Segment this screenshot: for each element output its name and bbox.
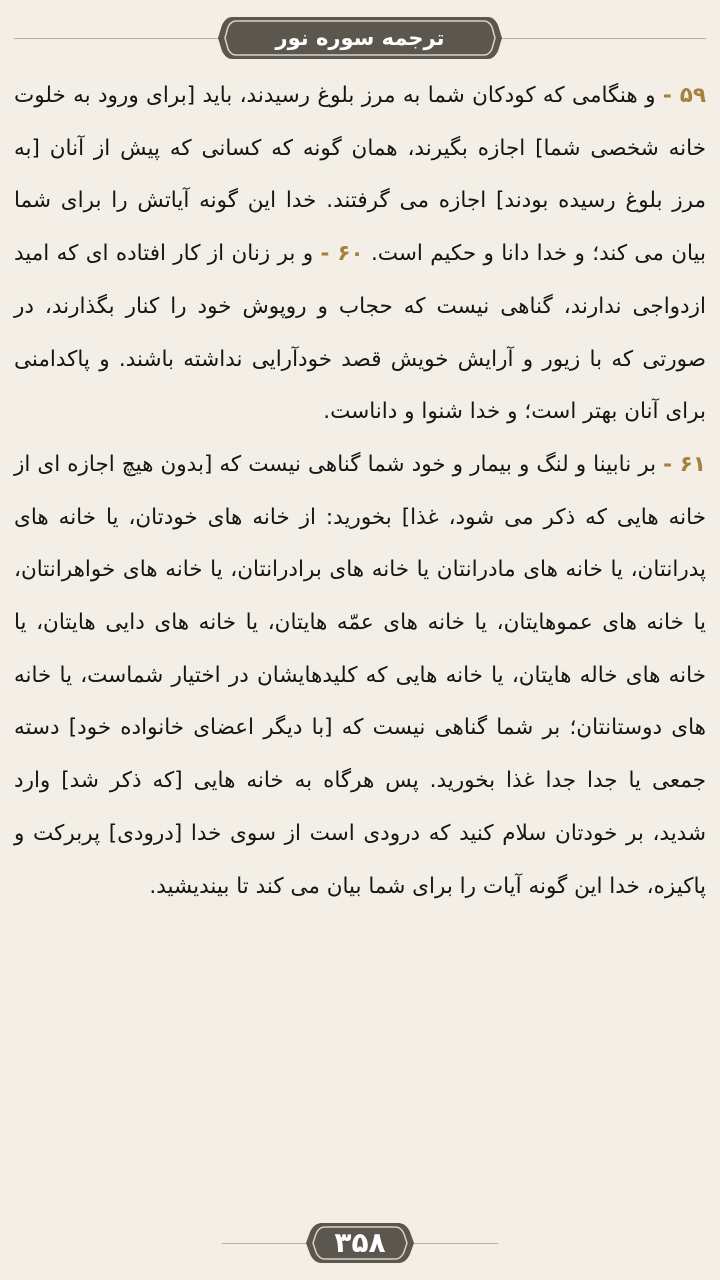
translation-text [14,70,706,913]
page-number: ۳۵۸ [334,1226,386,1259]
header-divider-right [496,38,706,39]
verse-number: ۶۰ - [320,241,364,267]
verse-text: و هنگامی که کودکان شما به مرز بلوغ رسیدند، باید [برای ورود به خلوت خانه شخصی شما] اجازه بگیرند، همان گونه که کسانی که پیش از آنان [به مرز بلوغ رسیده بودند] اجازه می گرفتند. خدا این گونه آیاتش را برای شما بیان می کند؛ و خدا دانا و حکیم است. [14,83,706,267]
verse-number: ۵۹ - [662,83,706,108]
footer-divider-left [222,1243,318,1244]
footer-divider-right [402,1243,498,1244]
header-divider-left [14,38,224,39]
page-number-plaque [306,1220,414,1266]
verse-text: بر نابینا و لنگ و بیمار و خود شما گناهی نیست که [بدون هیچ اجازه ای از خانه هایی که ذکر می شود، غذا] بخورید: از خانه های خودتان، یا خانه های پدرانتان، یا خانه های مادرانتان یا خانه های برادرانتان، یا خانه های خواهرانتان، یا خانه های عموهایتان، یا خانه های عمّه هایتان، یا خانه های دایی هایتان، یا خانه های خاله هایتان، یا خانه هایی که کلیدهایشان در اختیار شماست، یا خانه های دوستانتان؛ بر شما گناهی نیست که [با دیگر اعضای خانواده خود] دسته جمعی یا جدا جدا غذا بخورید. پس هرگاه به خانه هایی [که ذکر شد] وارد شدید، بر خودتان سلام کنید که درودی است از سوی خدا [درودی] پربرکت و پاکیزه، خدا این گونه آیات را برای شما بیان می کند تا بیندیشید. [14,451,706,899]
verse-text: و بر زنان از کار افتاده ای که امید ازدواجی ندارند، گناهی نیست که حجاب و روپوش خود را کنار بگذارند، در صورتی که با زیور و آرایش خویش قصد خودآرایی نداشته باشند. و پاکدامنی برای آنان بهتر است؛ و خدا شنوا و داناست. [14,241,706,425]
verse-number: ۶۱ - [663,451,706,477]
page-title: ترجمه سوره نور [275,26,445,50]
title-plaque [218,13,502,63]
